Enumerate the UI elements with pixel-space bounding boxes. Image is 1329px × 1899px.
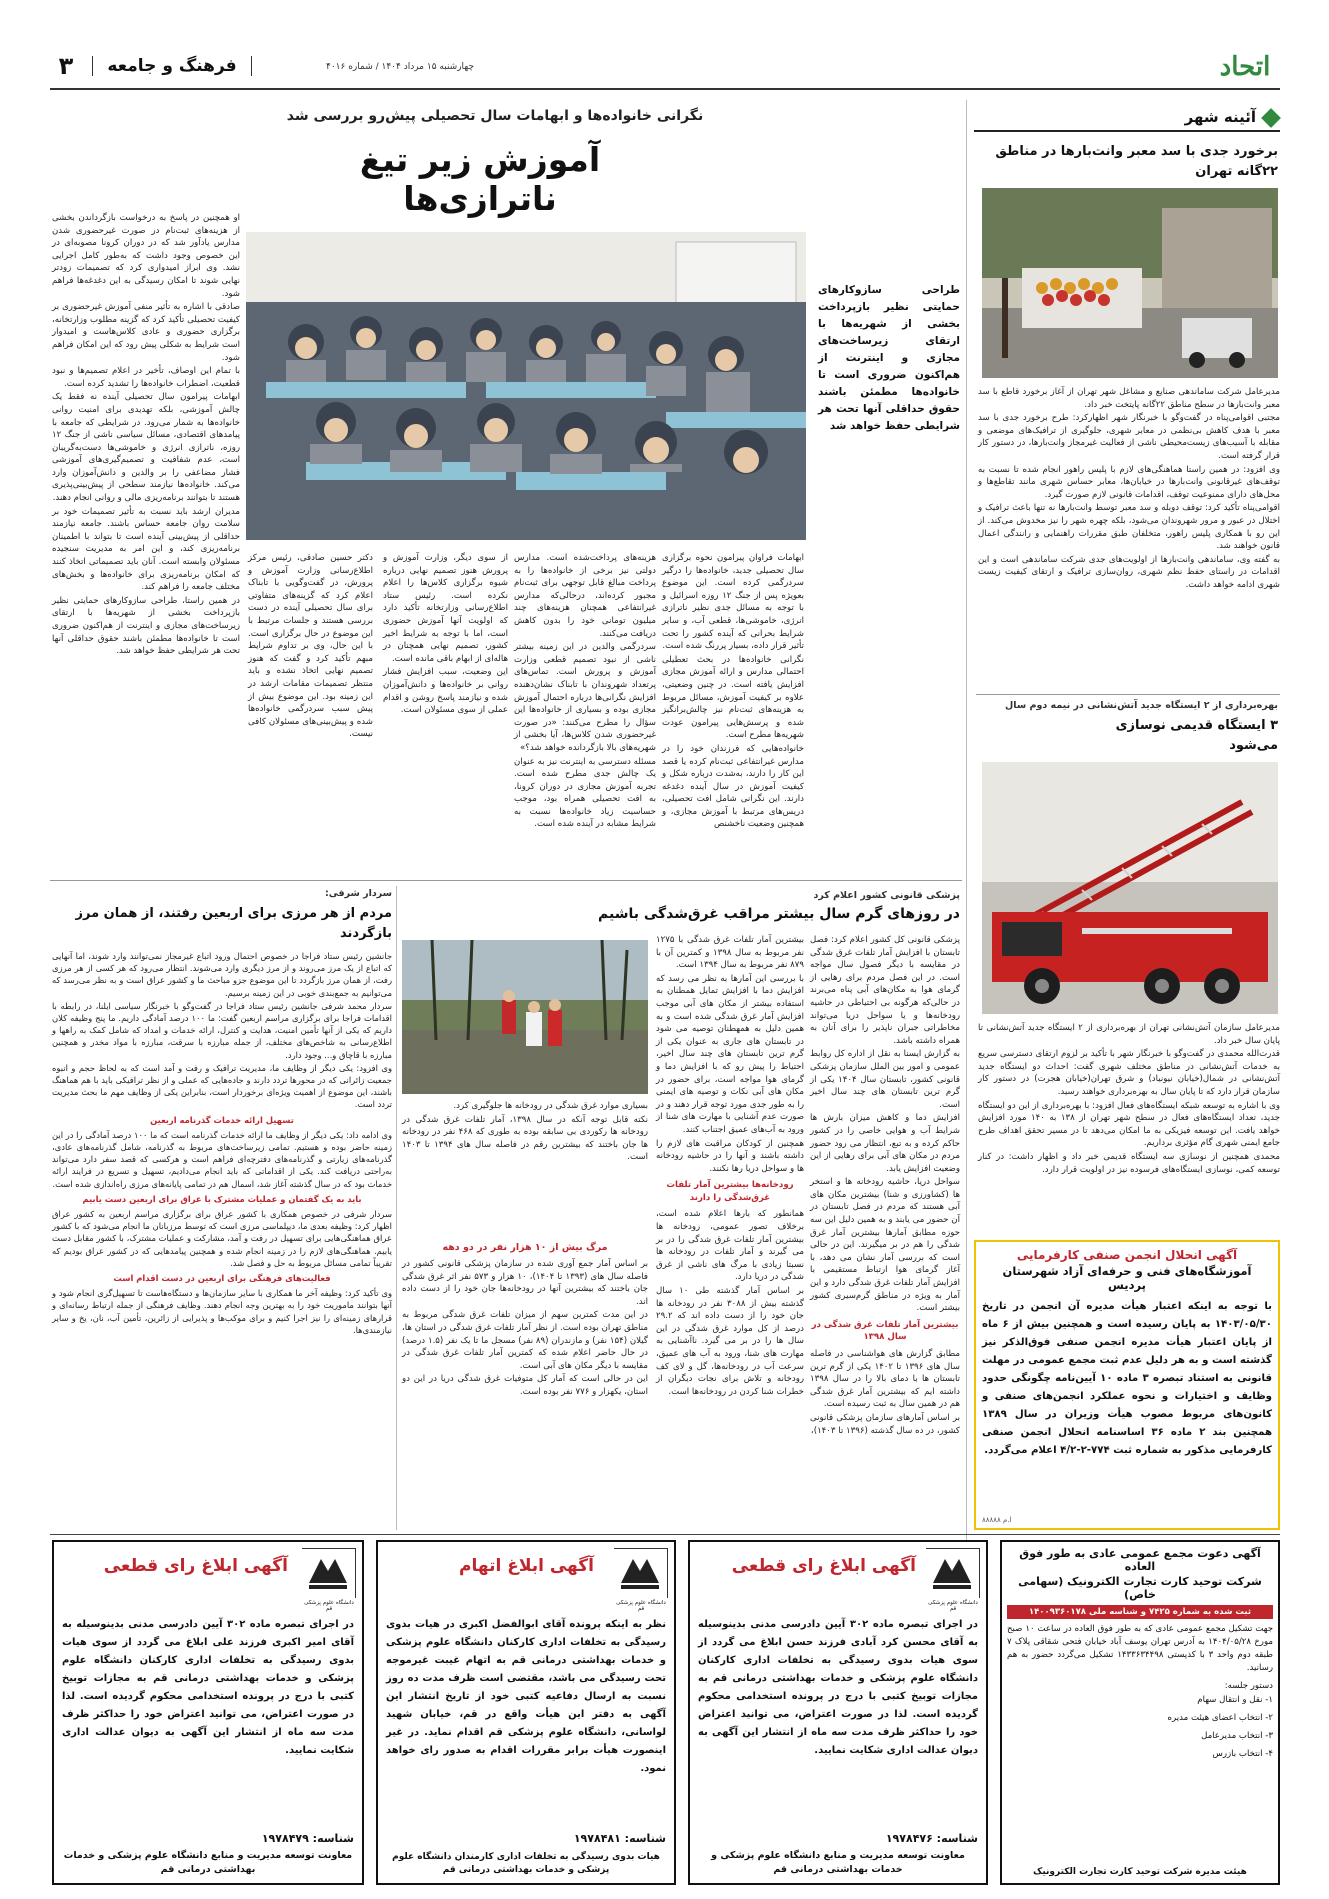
diamond-icon: [1261, 108, 1281, 128]
arbaeen-sub2: باید به یک گفتمان و عملیات مشترک با عراق برای اربعین دست یابیم: [82, 1193, 362, 1204]
university-logo-3: [302, 1548, 356, 1598]
photo-caption: مرگ بیش از ۱۰ هزار نفر در دو دهه: [442, 1242, 608, 1253]
sidebar-header: [974, 108, 1280, 132]
drowning-kicker: پزشکی قانونی کشور اعلام کرد: [813, 890, 960, 901]
divider-ads: [50, 1534, 1280, 1535]
drowning-col-b: بیشترین آمار تلفات غرق شدگی با ۱۲۷۵ نفر مربوط به سال ۱۳۹۸ و کمترین آن با ۸۷۹ نفر مربوط به سال ۱۳۹۴ است. با بررسی این آمارها به نظر می رسد که افزایش دما با افزایش تمایل همطنان به استفاده بیشتر از مکان های آبی موجب افزایش آمار غرق شدگی شده است و به همین دلیل به همهطنان توصیه می شود در تابستان های جاری به عنوان یکی از گرم ترین تابستان های چند سال اخیر، احتیاط را پیش رو که با افزایش دما و گرمای هوا مواجه است، برای حضور در مکان های آبی نکات و توصیه های ایمنی را به طور جدی مورد توجه قرار دهند و در صورت عدم آشنایی با مهارت های شنا از ورود به آب‌های عمیق اجتناب کنند. همچنین از کودکان مراقبت های لازم را داشته باشند و آنها را در حاشیه رودخانه ها و سواحل دریا رها نکنند. رودخانه‌ها بیشترین آمار تلفات غرق‌شدگی را دارند همانطور که بارها اعلام شده است، برخلاف تصور عمومی، رودخانه ها بیشترین آمار تلفات غرق شدگی را در بر می گیرند و آمار تلفات در رودخانه ها نسبتا زیادی با مرگ های ناشی از غرق شدگی در دریا دارد. بر اساس آمار گذشته طی ۱۰ سال گذشته بیش از ۳۰۸۸ نفر در رودخانه ها جان خود را از دست داده اند که ۲۹.۲ درصد از کل موارد غرق شدگی در این سال ها را در بر می گیرد. ناآشنایی به مهارت های شنا، ورود به آب های عمیق، سرعت آب در رودخانه‌ها، گل و لای کف رودخانه و تلاش برای نجات دیگران از خطرات شنا کردن در رودخانه‌ها است.: [656, 935, 805, 1397]
ad-ecommerce-agenda: ۱- نقل و انتقال سهام ۲- انتخاب اعضای هیئت مدیره ۳- انتخاب مدیرعامل ۴- انتخاب بازرس: [1167, 1695, 1273, 1759]
page-number: ۳: [58, 52, 74, 80]
ad-association-title2: آموزشگاه‌های فنی و حرفه‌ای آزاد شهرستان پردیس: [1002, 1264, 1252, 1292]
ad-ecommerce: [1000, 1540, 1280, 1885]
ad-charge-title: آگهی ابلاغ اتهام: [459, 1556, 594, 1576]
arbaeen-sub1: تسهیل ارائه خدمات گذرنامه اربعین: [150, 1114, 294, 1125]
drowning-col-c: بسیاری موارد غرق شدگی در رودخانه ها جلوگیری کرد. نکته قابل توجه آنکه در سال ۱۳۹۸، آمار تلفات غرق شدگی در رودخانه ها رکوردی بی سابقه بوده به طوری که ۴۶۸ نفر در رودخانه ها جان باختند که بیشترین رقم در فاصله سال های ۱۳۹۴ تا ۱۴۰۳ است.: [402, 1101, 648, 1163]
story1-title: برخورد جدی با سد معبر وانت‌بارها در مناطق ۲۲گانه تهران: [995, 144, 1278, 179]
drowning-title: در روزهای گرم سال بیشتر مراقب غرق‌شدگی باشیم: [598, 906, 960, 922]
masthead-logo: اتحاد: [1219, 52, 1271, 82]
river-rescue-photo: [402, 940, 648, 1094]
university-logo-2: [614, 1548, 668, 1598]
arbaeen-body: جانشین رئیس ستاد فراجا در خصوص احتمال ورود اتباع غیرمجاز نمی‌توانند وارد شوند، اما آنهایی که اتباع از یک مرز می‌روند و از مرز دیگری وارد می‌شوند. انتظار می‌رود که هر کسی از هر مرزی رفت، از همان مرز بازگردد تا این موضوع جزو مباحث ما و کشور عراق است و به نظر می‌رسد که می‌توانیم به جمع‌بندی خوبی در این زمینه برسیم. سردار محمد شرفی جانشین رئیس ستاد فراجا در گفت‌وگو با خبرنگار سیاسی ایلنا، در رابطه با اقدامات فراجا برای برگزاری مراسم اربعین گفت: ما ۱۰۰ درصد آمادگی داریم. ما پنج وظیفه کلان داریم که یکی از آنها تأمین امنیت، هدایت و کنترل، ارائه خدمات و امداد که شامل کمک به راهها و اطلاع‌رسانی به شاخص‌های مختلف، از جمله مبارزه با سرقت، مبارزه با مواد مخدر و همچنین مبارزه با قاچاق و... وجود دارد. وی افزود: یکی دیگر از وظایف ما، مدیریت ترافیک و رفت و آمد است که به لحاظ حجم و انبوه جمعیت زائرانی که در محورها تردد دارند و جاده‌هایی که عملی و از نظر ترافیکی باید با هم هماهنگ باشند، این موضوع از اهمیت ویژه‌ای برخوردار است، بنابراین یکی از وظایف مهم ما بحث مدیریت تردد است. تسهیل ارائه خدمات گذرنامه اربعین وی ادامه داد: یکی دیگر از وظایف ما ارائه خدمات گذرنامه است که ما ۱۰۰ درصد آمادگی را در این زمینه حاضر بوده و هستیم. تمامی زیرساخت‌های مربوط به گذرنامه، شامل گذرنامه‌های عادی، گذرنامه‌های زیارتی و گذرنامه‌های دفترچه‌ای فراهم است و هرکسی که قصد سفر دارد می‌تواند به‌راحتی دریافت کند. یکی از اقداماتی که باید انجام می‌دادیم، تسهیل و تسریع در فرایند ارائه خدمات بود که در سال گذشته آغاز شد، اسمال هم در تمامی پایانه‌های مرزی راه‌اندازی شده است. باید به یک گفتمان و عملیات مشترک با عراق برای اربعین دست یابیم سردار شرفی در خصوص همکاری با کشور عراق برای برگزاری مراسم اربعین به کشور عراق اظهار کرد: وظیفه بعدی ما، دیپلماسی مرزی است که توسط مرزبانان ما انجام می‌شود که با کشور عراق هماهنگی‌هایی برای تسهیل در رفت و آمد، مشارکت و عملیات مشترک، با کشور مقابل دست یابیم. هماهنگی‌های لازم را در زمینه انجام شده و همچنین پیامدهایی که در کشور عراق بودیم که تقریباً تمامی مسائل مربوط به حل و فصل شد. فعالیت‌های فرهنگی برای اربعین در دست اقدام است وی تأکید کرد: وظیفه آخر ما همکاری با سایر سازمان‌ها و دستگاه‌هاست تا تسهیل‌گری انجام شود و آنها بتوانند ماموریت خود را به بهترین وجه انجام دهند. وظایف فرهنگی از جمله ارتباط رسانه‌ای و قرارهای زمینه‌ای را نیز اجرا کنیم و برای موکب‌ها و پذیرایی از زائرین، تأمین آب، نان، یخ و سایر نیازمندی‌ها.: [52, 951, 393, 1335]
story2-kicker: بهره‌برداری از ۲ ایستگاه جدید آتش‌نشانی در نیمه دوم سال: [1005, 700, 1278, 711]
divider-sidebar: [966, 100, 967, 1540]
ad-ruling-2-title: آگهی ابلاغ رای قطعی: [103, 1556, 288, 1576]
sidebar-title: آئینه شهر: [1184, 108, 1256, 126]
drowning-col-c2: بر اساس آمار جمع آوری شده در سازمان پزشکی قانونی کشور در فاصله سال های (۱۳۹۳ تا ۱۴۰۴)، ۱۰ هزار و ۵۷۳ نفر اثر غرق شدگی جان باختند که بیشترین آنها در رودخانه‌ها جان خود را از دست داده اند. در این مدت کمترین سهم از میزان تلفات غرق شدگی مربوط به مناطق تهران بوده است. از نظر آمار تلفات غرق شدگی در استان ها، گیلان (۱۵۴ نفر) و مازندران (۸۹ نفر) مسجل ما تا یک نفر (۱.۵ درصد) در حال حاضر اعلام شده که کمترین آمار تلفات غرق شدگی در مقایسه با دیگر مکان های آبی است. این در حالی است که آمار کل متوفیات غرق شدگی دریا در این دو استان، یکهزار و ۷۷۶ نفر بوده است.: [402, 1259, 648, 1397]
ad-charge-footer: هیات بدوی رسیدگی به تخلفات اداری کارمندان دانشگاه علوم پزشکی و خدمات بهداشتی درمانی قم: [392, 1852, 660, 1875]
date-issue: چهارشنبه ۱۵ مرداد ۱۴۰۴ / شماره ۴۰۱۶: [325, 62, 475, 72]
drowning-col-a: پزشکی قانونی کل کشور اعلام کرد: فصل تابستان با افزایش آمار تلفات غرق شدگی در مقایسه با دیگر فصول سال مواجه است. در این فصل مردم برای رهایی از گرمای هوا به مکان‌های آبی پناه می‌برند در حالی‌که هرگونه بی احتیاطی در حاشیه رودخانه‌ها و یا سواحل دریا می‌تواند مخاطراتی جبران ناپذیر را برای آنان به همراه داشته باشد. به گزارش ایسنا به نقل از اداره کل روابط عمومی و امور بین الملل سازمان پزشکی قانونی کشور، تابستان سال ۱۴۰۴ یکی از گرم ترین تابستان های چند سال اخیر است. افزایش دما و کاهش میزان بارش ها شرایط آب و هوایی خاصی را در کشور حاکم کرده و به تبع، انتظار می رود حضور مردم در مکان های آبی برای رهایی از این وضعیت افزایش یابد. سواحل دریا، حاشیه رودخانه ها و استخر ها (کشاورزی و شنا) بیشترین مکان های آبی هستند که مردم در فصل تابستان در آن حضور می یابند و به همین دلیل این سه حوزه مطابق آمارها بیشترین آمار غرق شدگی را هم در بر میگیرند. این در حالی است که بررسی آمار نشان می دهد، با آغاز گرمای هوا ارتباط مستقیمی با افزایش آمار تلفات غرق شدگی دارد و این آمار به ویژه در مناطق گرم‌سیری کشور بیشتر است. بیشترین آمار تلفات غرق شدگی در سال ۱۳۹۸ مطابق گزارش های هواشناسی در فاصله سال های ۱۳۹۶ تا ۱۴۰۲ یکی از گرم ترین تابستان ها با دمای بالا را در سال ۱۳۹۸ داشته ایم که بیشترین آمار غرق شدگی هم در همین سال به ثبت رسیده است. بر اساس آمارهای سازمان پزشکی قانونی کشور، در ده سال گذشته (۱۳۹۶ تا ۱۴۰۳)،: [810, 935, 960, 1436]
main-col-4: او همچنین در پاسخ به درخواست بازگرداندن بخشی از هزینه‌های ثبت‌نام در صورت غیرحضوری شدن مدارس یادآور شد که در دوران کرونا مصوبه‌ای در این خصوص وجود داشت که به‌طور کامل اجرایی نشد. وی ابراز امیدواری کرد که تصمیمات زودتر نهایی شوند تا امکان رسیدگی به این دغدغه‌ها فراهم شود. صادقی با اشاره به تأثیر منفی آموزش غیرحضوری بر کیفیت تحصیلی تأکید کرد که گزینه مطلوب وزارتخانه، برگزاری حضوری و عادی کلاس‌هاست و امیدوار است شرایط به شکلی پیش رود که این امکان فراهم شود. با تمام این اوصاف، تأخیر در اعلام تصمیم‌ها و نبود قطعیت، اضطراب خانواده‌ها را تشدید کرده است. ابهامات پیرامون سال تحصیلی آینده نه فقط یک چالش آموزشی، بلکه تهدیدی برای امنیت روانی خانواده‌ها به شمار می‌رود. در شرایطی که جامعه با پیامدهای اقتصادی، مسائل سیاسی ناشی از جنگ ۱۲ روزه، ناترازی انرژی و خاموشی‌ها دست‌به‌گریبان است، عدم شفافیت و تصمیم‌گیری‌های آموزشی فشار مضاعفی را بر والدین و دانش‌آموزان وارد می‌کند. خانواده‌ها نیازمند سطحی از پیش‌بینی‌پذیری هستند تا بتوانند برنامه‌ریزی مالی و روانی انجام دهند. مدیران ارشد باید نسبت به تأثیر تصمیمات خود بر سلامت روان جامعه حساس باشند. جامعه نیازمند حداقلی از پیش‌بینی آینده است تا بتواند با اطمینان برنامه‌ریزی کند، و این امر به مدیریت سنجیده مسئولان وابسته است. آنان باید تصمیماتی اتخاذ کنند که امکان برنامه‌ریزی برای خانواده‌ها و بخش‌های مختلف جامعه را فراهم کند. در همین راستا، طراحی سازوکارهای حمایتی نظیر بازپرداخت بخشی از شهریه‌ها با ارتقای زیرساخت‌های مجازی و اینترنت از هم‌اکنون ضروری است تا خانواده‌ها مطمئن باشند حقوق حداقلی آنها تحت هر شرایطی حفظ خواهد شد.: [52, 213, 240, 657]
ad-ecommerce-footer: هیئت مدیره شرکت توحید کارت تجارت الکترونیک: [1033, 1867, 1247, 1877]
ad-association-footer: ا.م ۸۸۸۸۸: [982, 1516, 1012, 1524]
logo-label: دانشگاه علوم پزشکی قم: [928, 1600, 978, 1612]
main-col-2: هزینه‌های پرداخت‌شده است. مدارس دولتی نیز برخی از خانواده‌ها را به پرداخت مبالغ قابل توجهی برای ثبت‌نام مجبور کرده‌اند، درحالی‌که مدارس غیرانتفاعی همچنان هزینه‌های چند میلیون تومانی خود را بدون کاهش دریافت می‌کنند. سردرگمی والدین در این زمینه بیشتر ناشی از نبود تصمیم قطعی وزارت آموزش و پرورش است. تماس‌های پرتعداد شهروندان با تابناک نشان‌دهنده افزایش نگرانی‌ها درباره احتمال آموزش مجازی بوده و بسیاری از خانواده‌ها این سؤال را مطرح می‌کنند: «در صورت غیرحضوری شدن کلاس‌ها، آیا بخشی از شهریه‌های بالا بازگردانده خواهد شد؟» مسئله دسترسی به اینترنت نیز به عنوان یک چالش جدی مطرح شده است. تجربه آموزش مجازی در دوران کرونا، به افت تحصیلی همراه بود، موجب حساسیت زیاد خانواده‌ها نسبت به شرایط مشابه در آینده شده است.: [514, 553, 656, 830]
ad-ruling-2-footer: معاونت توسعه مدیریت و منابع دانشگاه علوم پزشکی و خدمات بهداشتی درمانی قم: [63, 1850, 353, 1875]
divider-sidebar-1: [976, 694, 1280, 695]
ad-association-body: با توجه به اینکه اعتبار هیأت مدیره آن انجمن در تاریخ ۱۴۰۳/۰۵/۳۰ به پایان رسیده است و همچنین بیش از ۶ ماه از پایان اعتبار هیأت مدیره انجمن صنفی فوق‌الذکر نیز گذشته است و به هر دلیل عدم ثبت مجمع عمومی در مهلت قانونی به استناد تبصره ۳ ماده ۱۰ آیین‌نامه چگونگی حدود وظایف و اختیارات و نحوه عملکرد انجمن‌های صنفی و کانون‌های مربوط مصوب هیأت وزیران در سال ۱۳۸۹ همچنین بند ۲ ماده ۳۶ اساسنامه انحلال انجمن صنفی کارفرمایی مذکور به شماره ثبت ۷۷۴-۲-۴/۲ اعلام می‌گردد.: [982, 1301, 1273, 1456]
ad-charge: [376, 1540, 676, 1885]
main-kicker: نگرانی خانواده‌ها و ابهامات سال تحصیلی پیش‌رو بررسی شد: [286, 108, 704, 124]
ad-charge-num: شناسه: ۱۹۷۸۴۸۱: [573, 1832, 666, 1845]
ad-ruling-1-footer: معاونت توسعه مدیریت و منابع دانشگاه علوم پزشکی و خدمات بهداشتی درمانی قم: [711, 1850, 965, 1875]
ad-ecommerce-agenda-title: دستور جلسه:: [1224, 1681, 1273, 1691]
arbaeen-sub3: فعالیت‌های فرهنگی برای اربعین در دست اقدام است: [113, 1273, 331, 1284]
ad-ecommerce-reg: ثبت شده به شماره ۷۴۲۵ و شناسه ملی ۱۴۰۰۹۳۶۰۱۷۸: [1007, 1605, 1273, 1619]
ad-association-title1: آگهی انحلال انجمن صنفی کارفرمایی: [1016, 1248, 1238, 1262]
ad-ecommerce-company: شرکت توحید کارت تجارت الکترونیک (سهامی خاص): [1018, 1575, 1262, 1601]
logo-label-3: دانشگاه علوم پزشکی قم: [304, 1600, 354, 1612]
drowning-sub2: رودخانه‌ها بیشترین آمار تلفات غرق‌شدگی را دارند: [666, 1180, 794, 1203]
main-title: آموزش زیر تیغ ناترازی‌ها: [359, 140, 601, 218]
ad-ecommerce-body: جهت تشکیل مجمع عمومی عادی که به طور فوق العاده در ساعت ۱۰ صبح مورخ ۱۴۰۴/۰۵/۲۸ به آدرس تهران یوسف آباد خیابان فتحی شقاقی پلاک ۷ طبقه دوم واحد ۳ با کدپستی ۱۴۳۳۶۳۴۴۹۸ تشکیل می‌گردد حضور به هم رسانید.: [1007, 1624, 1274, 1673]
ad-ruling-1: [688, 1540, 988, 1885]
classroom-photo: [246, 232, 806, 540]
university-logo: [926, 1548, 980, 1598]
ad-ruling-2: [52, 1540, 364, 1885]
ad-ruling-2-body: در اجرای تبصره ماده ۳۰۲ آیین دادرسی مدنی بدینوسیله به آقای امیر اکبری فرزند علی ابلاغ می گردد از سوی هیات بدوی رسیدگی به تخلفات اداری کارکنان دانشگاه علوم پزشکی و خدمات بهداشتی درمانی قم به مجازات توبیخ کتبی با درج در پرونده استخدامی محکوم گردیده است. لذا در صورت اعتراض، می توانید اعتراض خود را حداکثر ظرف مدت سه ماه از انتشار این آگهی به دیوان عدالت اداری شکایت نمایید.: [62, 1619, 354, 1756]
ad-ecommerce-title: آگهی دعوت مجمع عمومی عادی به طور فوق العاده: [1019, 1547, 1261, 1573]
main-col-3: از سوی دیگر، وزارت آموزش و پرورش هنوز تصمیم نهایی درباره شیوه برگزاری کلاس‌ها را اعلام نکرده است. رئیس ستاد اطلاع‌رسانی وزارتخانه تأکید دارد که اولویت آنها آموزش حضوری است، اما با توجه به شرایط اخیر کشور، تصمیم نهایی همچنان در هاله‌ای از ابهام باقی مانده است. این وضعیت، سبب افزایش فشار روانی بر خانواده‌ها و دانش‌آموزان شده و نیازمند پاسخ روشن و اقدام عملی از سوی مسئولان است. دکتر حسین صادقی، رئیس مرکز اطلاع‌رسانی وزارت آموزش و پرورش، در گفت‌وگویی با تابناک اعلام کرد که گزینه‌های متفاوتی برای سال تحصیلی آینده در دست بررسی هستند و جلسات مرتبط با این موضوع در حال برگزاری است. با این حال، وی بر تداوم شرایط مبهم تأکید کرد و گفت که هنوز تصمیم نهایی اتخاذ نشده و باید منتظر تصمیمات مقامات ارشد در این زمینه بود. این موضوع بیش از پیش سبب سردرگمی خانواده‌ها شده و پیش‌بینی‌های مسئولان کافی نیست.: [248, 553, 508, 740]
main-col-1: ابهامات فراوان پیرامون نحوه برگزاری سال تحصیلی جدید، خانواده‌ها را درگیر سردرگمی کرده است. این موضوع بعویژه پس از جنگ ۱۲ روزه اسرائیل و با توجه به مسائل جدی نظیر ناترازی انرژی، خاموشی‌ها، قطعی آب، و سایر شرایط بحرانی که آینده کشور را تحت تأثیر قرار داده، بسیار پررنگ شده است. نگرانی خانواده‌ها در بحث تعطیلی احتمالی مدارس و ارائه آموزش مجازی افزایش یافته است. در چنین وضعیتی، علاوه بر کیفیت آموزش، مسائل مربوط به هزینه‌های ثبت‌نام نیز چالش‌برانگیز شده و پرسش‌هایی پیرامون عودت شهریه‌ها مطرح است. خانواده‌هایی که فرزندان خود را در مدارس غیرانتفاعی ثبت‌نام کرده یا قصد این کار را دارند، به‌شدت درباره شکل و کیفیت آموزش در سال آینده دغدغه دارند. این نگرانی شامل افت تحصیلی، دریس‌های مرتبط با آموزش مجازی، و همچنین وضعیت ناخشنص: [662, 553, 804, 830]
drowning-sub1: بیشترین آمار تلفات غرق شدگی در سال ۱۳۹۸: [811, 1319, 959, 1343]
logo-label-2: دانشگاه علوم پزشکی قم: [616, 1600, 666, 1612]
fire-truck-photo: [982, 762, 1278, 1014]
arbaeen-kicker: سردار شرفی:: [324, 888, 392, 899]
ad-ruling-2-num: شناسه: ۱۹۷۸۴۷۹: [261, 1832, 354, 1845]
ad-ruling-1-title: آگهی ابلاغ رای قطعی: [731, 1556, 916, 1576]
divider-drowning: [396, 886, 397, 1530]
section-name: فرهنگ و جامعه: [92, 56, 252, 76]
divider-main: [50, 880, 962, 881]
ad-charge-body: نظر به اینکه پرونده آقای ابوالفضل اکبری در هیات بدوی رسیدگی به تخلفات اداری کارکنان دانشگاه علوم پزشکی و خدمات بهداشتی درمانی قم به اتهام غیبت غیرموجه تحت رسیدگی می باشد، مقتضی است ظرف مدت ده روز نسبت به ارسال دفاعیه کتبی خود از تاریخ انتشار این آگهی به دفتر این هیأت واقع در قم، خیابان شهید لواسانی، دانشگاه علوم پزشکی قم اقدام نماید. در غیر اینصورت هیأت برابر مقررات اقدام به صدور رای خواهد نمود.: [386, 1619, 666, 1774]
story2-title: ۳ ایستگاه قدیمی نوسازی می‌شود: [1115, 718, 1278, 753]
arbaeen-title: مردم از هر مرزی برای اربعین رفتند، از همان مرز بازگردند: [75, 906, 392, 941]
pullquote: طراحی سازوکارهای حمایتی نظیر بازپرداخت بخشی از شهریه‌ها با ارتقای زیرساخت‌های مجازی و اینترنت از هم‌اکنون ضروری است تا خانواده‌ها مطمئن باشند حقوق حداقلی آنها تحت هر شرایطی حفظ خواهد شد: [818, 284, 960, 432]
ad-ruling-1-num: شناسه: ۱۹۷۸۴۷۶: [885, 1832, 978, 1845]
ad-ruling-1-body: در اجرای تبصره ماده ۳۰۲ آیین دادرسی مدنی بدینوسیله به آقای محسن کرد آبادی فرزند حسن ابلاغ می گردد از سوی هیات بدوی رسیدگی به تخلفات اداری کارکنان دانشگاه علوم پزشکی و خدمات بهداشتی درمانی قم به مجازات توبیخ کتبی با درج در پرونده استخدامی محکوم گردیده است. لذا در صورت اعتراض، می توانید اعتراض خود را حداکثر ظرف مدت سه ماه از انتشار این آگهی به دیوان عدالت اداری شکایت نمایید.: [698, 1619, 978, 1756]
story1-body: مدیرعامل شرکت ساماندهی صنایع و مشاغل شهر تهران از آغاز برخورد قاطع با سد معبر وانت‌بارها در سطح مناطق ۲۲گانه پایتخت خبر داد. مجتبی اقوامی‌پناه در گفت‌وگو با خبرنگار شهر اظهارکرد: طرح برخورد جدی با سد معبر با هدف کاهش بی‌نظمی در معابر شهری، جلوگیری از ترافیک‌های موضعی و مقابله با آسیب‌های زیست‌محیطی ناشی از فعالیت غیرمجاز وانت‌بارها، در دستور کار قرار گرفته است. وی افزود: در همین راستا هماهنگی‌های لازم با پلیس راهور انجام شده تا نسبت به توقف‌های غیرقانونی وانت‌بارها در خیابان‌ها، معابر حساس شهری مانند تقاطع‌ها و محل‌های دارای ممنوعیت توقف، اقدامات قانونی لازم صورت گیرد. اقوامی‌پناه تأکید کرد: توقف دوبله و سد معبر توسط وانت‌بارها نه تنها باعث ترافیک و اختلال در عبور و مرور شهروندان می‌شود، بلکه چهره شهر را نیز مخدوش می‌کند. از این رو با همکاری پلیس راهور، متخلفان طبق مقررات راهنمایی و رانندگی اعمال قانون خواهند شد. به گفته وی، ساماندهی وانت‌بارها از اولویت‌های جدی شرکت ساماندهی است و این اقدامات در راستای حفظ نظم شهری، روان‌سازی ترافیک و ارتقای کیفیت زیست شهری ادامه خواهد داشت.: [978, 387, 1280, 590]
ad-association: [974, 1240, 1280, 1530]
fruit-stall-photo: [982, 188, 1278, 378]
story2-body: مدیرعامل سازمان آتش‌نشانی تهران از بهره‌برداری از ۲ ایستگاه جدید آتش‌نشانی تا پایان سال خبر داد. قدرت‌الله محمدی در گفت‌وگو با خبرنگار شهر با تأکید بر لزوم ارتقای دسترسی سریع به خدمات آتش‌نشانی در مناطق مختلف شهری گفت: احداث دو ایستگاه جدید آتش‌نشانی در شمال(خیابان نیونیاد) و شرق تهران(خیابان هجرت) در دستور کار سازمان قرار دارد که تا پایان سال به بهره‌برداری خواهند رسید. وی با اشاره به توسعه شبکه ایستگاه‌های فعال افزود: با بهره‌برداری از این دو ایستگاه جدید، تعداد ایستگاه‌های فعال در سطح شهر تهران از ۱۳۸ به ۱۴۰ مورد افزایش خواهد یافت. این توسعه فیزیکی به ما امکان می‌دهد تا در مسیر تحقق اهداف طرح جامع ایمنی شهری گام مؤثری برداریم. محمدی همچنین از نوسازی سه ایستگاه قدیمی خبر داد و اظهار داشت: در کنار توسعه کمی، نوسازی ایستگاه‌های فرسوده نیز در اولویت قرار دارد.: [978, 1023, 1280, 1175]
